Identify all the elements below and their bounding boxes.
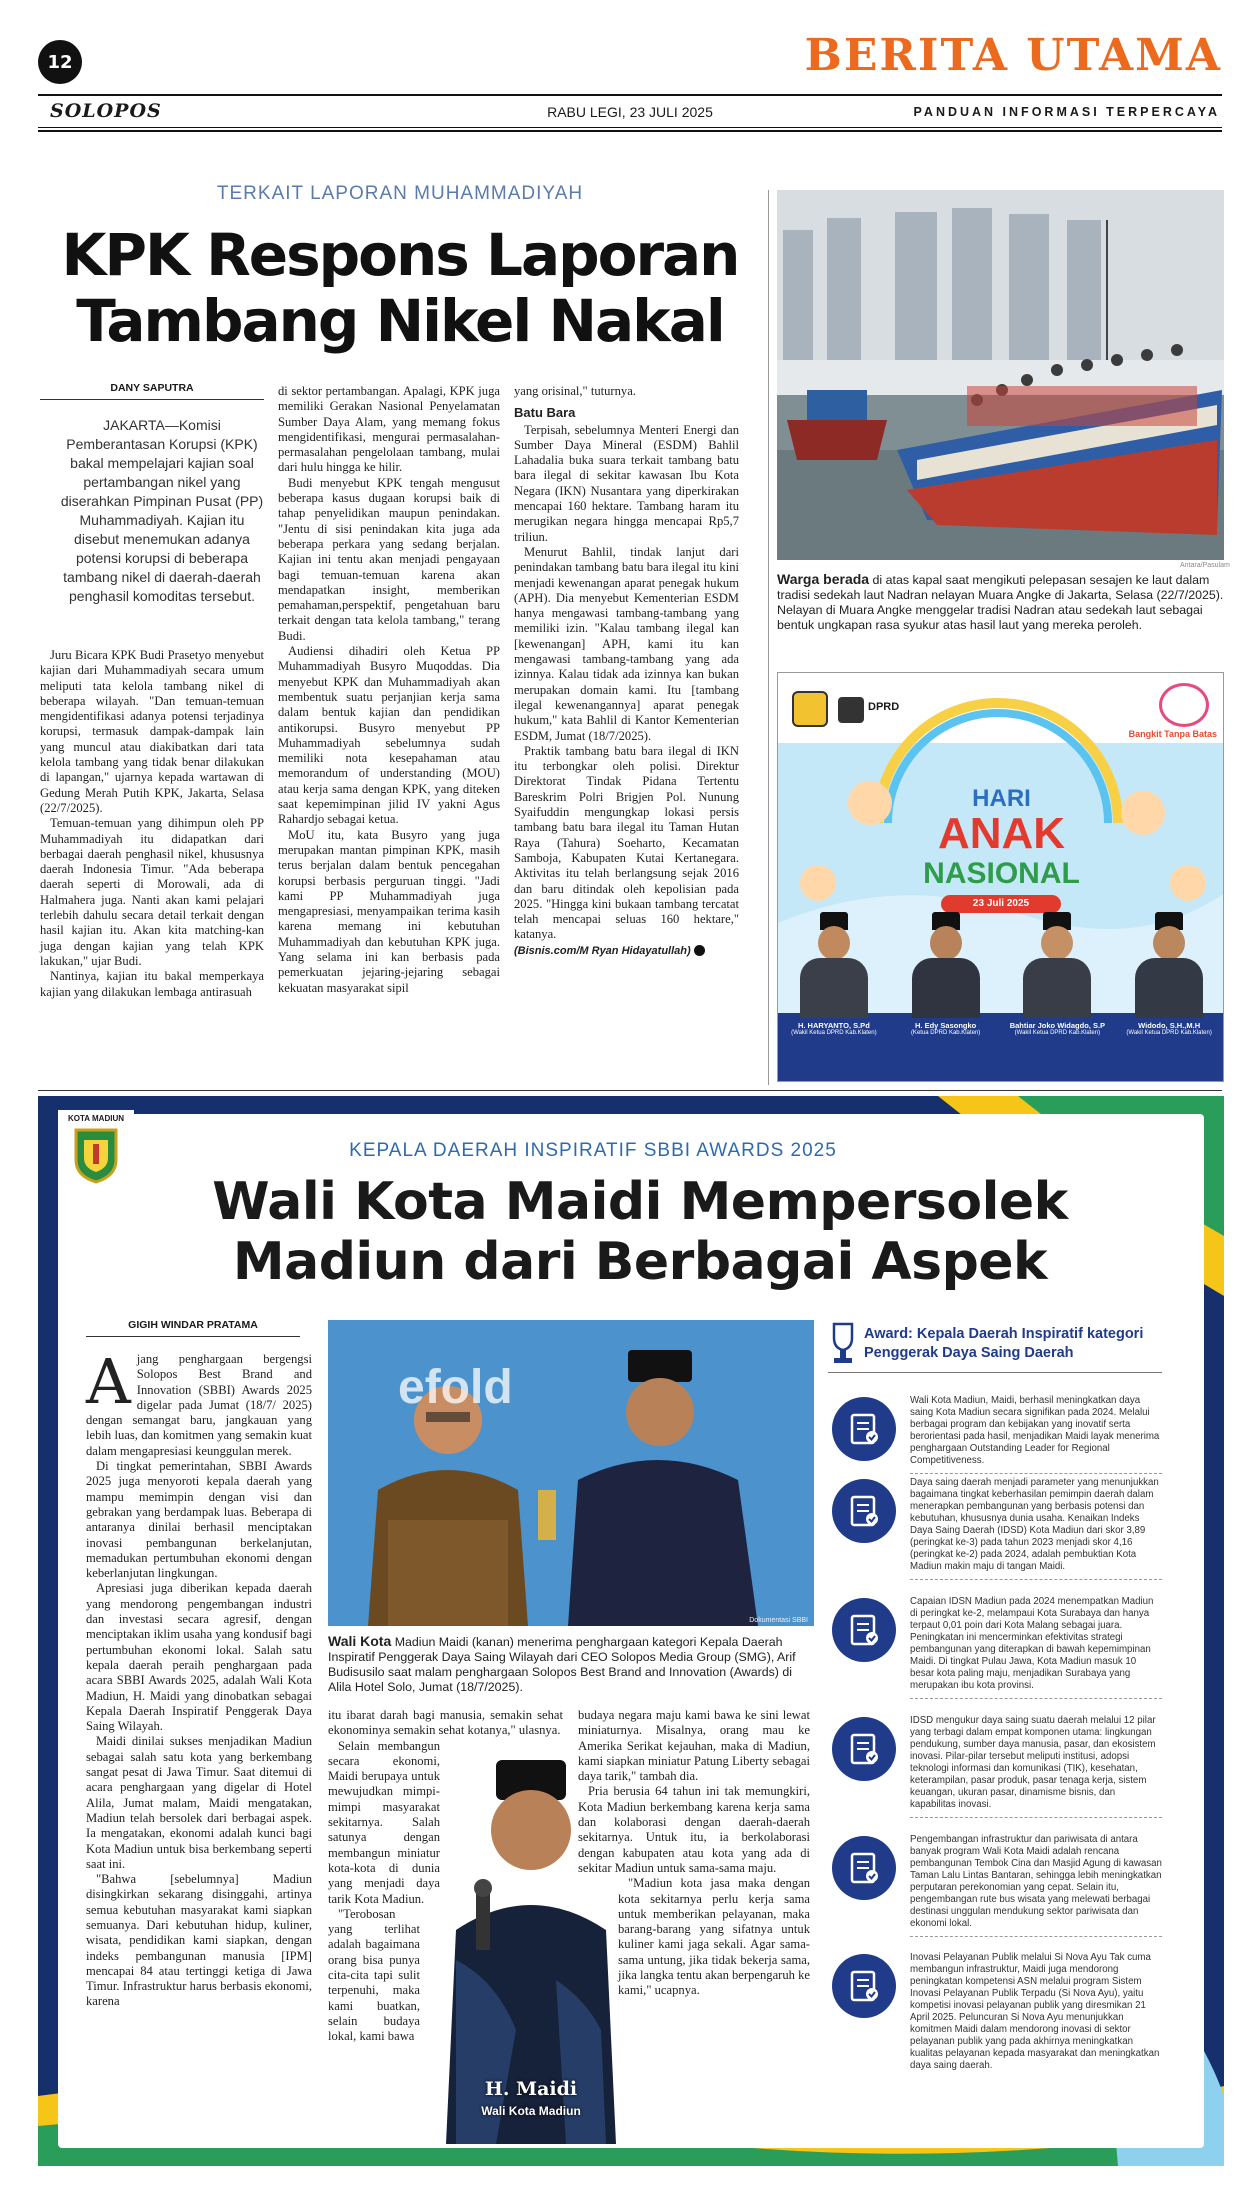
paragraph: MoU itu, kata Busyro yang juga merupakan mantan pimpinan KPK, masih terus berjalan dalam bentuk pencegahan korupsi berbasis perguruan tinggi. "Jadi kami PP Muhammadiyah juga mengapresiasi, menyampaikan terima kasih karena memang ini kebutuhan Muhammadiyah dan kebutuhan KPK juga. Yang selama ini kan berbasis pada pemerkuatan jejaring-jejaring sebagai kekuatan masyarakat sipil bbox=[278, 827, 500, 995]
article2-kicker: KEPALA DAERAH INSPIRATIF SBBI AWARDS 2025 bbox=[349, 1140, 837, 1161]
paragraph: Audiensi dihadiri oleh Ketua PP Muhammadiyah Busyro Muqoddas. Dia menyebut KPK dan Muhammadiyah akan membentuk suatu perjanjian kerja sama dalam bentuk kajian dan pendidikan antikorupsi. Busyro menyebut PP Muhammadiyah sebelumnya sudah memiliki nota kesepahaman atau memorandum of understanding (MOU) atau kerja sama dengan KPK, yang diteken saat kepemimpinan jilid IV yakni Agus Rahardjo sebagai ketua. bbox=[278, 644, 500, 827]
official-portrait bbox=[906, 908, 986, 1018]
byline-rule bbox=[86, 1336, 300, 1337]
article2-headline: Wali Kota Maidi Mempersolek Madiun dari Berbagai Aspek bbox=[212, 1172, 1068, 1292]
photo-caption bbox=[777, 572, 1224, 633]
award-title: Award: Kepala Daerah Inspiratif kategori Penggerak Daya Saing Daerah bbox=[864, 1326, 1144, 1361]
ad-hari-anak-nasional bbox=[777, 672, 1224, 1082]
logo-label: KOTA MADIUN bbox=[68, 1114, 124, 1123]
paragraph: jang penghargaan bergengsi Solopos Best Brand and Innovation (SBBI) Awards 2025 digelar pada Jumat (18/7/ 2025) dengan semangat baru, jangkauan yang lebih luas, dan komitmen yang semakin kuat dalam mengapresiasi keunggulan merek. bbox=[86, 1352, 312, 1458]
award-text: IDSD mengukur daya saing suatu daerah melalui 12 pilar yang terbagi dalam empat komponen utama: lingkungan pendukung, sumber daya manusia, pasar, dan ekosistem inovasi. Pilar-pilar tersebut meliputi institusi, adopsi teknologi informasi dan komunikasi (TIK), kesehatan, keterampilan, pasar produk, pasar tenaga kerja, sistem keuangan, ukuran pasar, dinamisme bisnis, dan kapabilitas inovasi. bbox=[910, 1715, 1162, 1818]
award-item bbox=[832, 1477, 1162, 1580]
paragraph: Terpisah, sebelumnya Menteri Energi dan Sumber Daya Mineral (ESDM) Bahlil Lahadalia buka suara terkait tambang batu bara ilegal di sekitar kawasan Ibu Kota Negara (IKN) Nusantara yang diperkirakan mencapai 160 hektare. Tambang haram itu merugikan negara hingga mencapai Rp5,7 triliun. bbox=[514, 422, 739, 544]
paragraph: Juru Bicara KPK Budi Prasetyo menyebut kajian dari Muhammadiyah secara umum meliputi tata kelola tambang nikel di beberapa wilayah. "Dan temuan-temuan mengidentifikasi adanya potensi terjadinya korupsi, termasuk dampak-dampak lain yang muncul atau diakibatkan dari tata kelola tambang yang tidak benar dilakukan di lapangan," ujarnya kepada wartawan di Gedung Merah Putih KPK, Jakarta, Selasa (22/7/2025). bbox=[40, 648, 264, 815]
paragraph: Praktik tambang batu bara ilegal di IKN itu terbongkar oleh polisi. Direktur Direktorat Tindak Pidana Tertentu Bareskrim Polri Brigjen Pol. Nunung Syaifuddin mengungkap lokasi persis tambang batu bara ilegal itu Taman Hutan Raya (Tahura) Soeharto, Kecamatan Samboja, Kabupaten Kutai Kertanegara. Aktivitas itu telah berlangsung sejak 2016 dan baru ditindak oleh kepolisian pada 2025. "Hingga kini bukaan tambang tercatat telah mencapai seluas 160 hektare," katanya. bbox=[514, 743, 739, 942]
photo-credit: Antara/Pasulam bbox=[1180, 562, 1230, 569]
paragraph: di sektor pertambangan. Apalagi, KPK juga memiliki Gerakan Nasional Penyelamatan Sumber Daya Alam, yang memang fokus mengidentifikasi, mengurai permasalahan-permasalahan pengelolaan tambang, mulai dari hulu hingga ke hilir. bbox=[278, 384, 500, 475]
dprd-logo-icon bbox=[838, 697, 864, 723]
source-credit: (Bisnis.com/M Ryan Hidayatullah) bbox=[514, 944, 691, 957]
paragraph: Apresiasi juga diberikan kepada daerah yang mendorong pengembangan industri dan investasi secara agresif, dengan menciptakan iklim usaha yang kondusif bagi pertumbuhan ekonomi lokal. Salah satu kepala daerah peraih penghargaan pada acara SBBI Awards 2025, adalah Wali Kota Madiun, H. Maidi yang dinobatkan sebagai Kepala Daerah Inspiratif Penggerak Daya Saing Wilayah. bbox=[86, 1581, 312, 1734]
header-rule-bottom bbox=[38, 127, 1222, 128]
officials-names bbox=[778, 1021, 1224, 1036]
award-rule bbox=[828, 1372, 1162, 1373]
han-title-line3: NASIONAL bbox=[923, 857, 1080, 890]
official-portrait bbox=[1017, 908, 1097, 1018]
paragraph: Pria berusia 64 tahun ini tak memungkiri, Kota Madiun berkembang karena kerja sama dan kolaborasi dengan daerah-daerah sekitarnya. Untuk itu, ia berkolaborasi dengan kabupaten atau kota yang ada di sekitar Madiun untuk sama-sama maju. bbox=[578, 1784, 810, 1875]
article1-headline: KPK Respons Laporan Tambang Nikel Nakal bbox=[61, 221, 739, 355]
paragraph: itu ibarat darah bagi manusia, semakin sehat ekonominya semakin sehat kotanya," ulasnya. bbox=[328, 1708, 563, 1738]
checklist-icon bbox=[832, 1717, 896, 1781]
award-item bbox=[832, 1715, 1162, 1818]
portrait-maidi bbox=[436, 1730, 626, 2144]
section-divider bbox=[38, 1090, 1222, 1091]
official-portrait bbox=[1129, 908, 1209, 1018]
article1-column-1 bbox=[40, 648, 264, 1000]
dprd-label: DPRD bbox=[868, 701, 900, 713]
caption-text: Madiun Maidi (kanan) menerima penghargaan kategori Kepala Daerah Inspiratif Penggerak Daya Saing Wilayah dari CEO Solopos Media Group (SMG), Arif Budisusilo saat malam penghargaan Solopos Best Brand and Innovation (Awards) di Alila Hotel Solo, Jumat (18/7/2025). bbox=[328, 1635, 796, 1694]
section-rubric: BERITA UTAMA bbox=[804, 30, 1222, 81]
article2-column-1 bbox=[86, 1345, 312, 2010]
han-title-line2: ANAK bbox=[937, 809, 1066, 858]
han-logo-icon bbox=[1159, 683, 1209, 727]
photo-caption bbox=[328, 1634, 814, 1695]
official-3: Bahtiar Joko Widagdo, S.P (Wakil Ketua DPRD Kab.Klaten) bbox=[1009, 1021, 1106, 1036]
checklist-icon bbox=[832, 1397, 896, 1461]
paragraph: yang orisinal," tuturnya. bbox=[514, 384, 636, 398]
end-mark-icon bbox=[694, 945, 705, 956]
paragraph: Maidi dinilai sukses menjadikan Madiun sebagai salah satu kota yang berkembang sangat pesat di Jawa Timur. Saat ditemui di acara penghargaan yang digelar di Hotel Alila, Jumat malam, Maidi mengatakan, Madiun telah bersolek dari berbagai aspek. Ia mengatakan, ekonomi adalah kunci bagi Kota Madiun untuk bisa berkembang seperti saat ini. bbox=[86, 1734, 312, 1871]
column-divider bbox=[768, 190, 769, 1085]
portrait-role: Wali Kota Madiun bbox=[481, 2104, 581, 2118]
checklist-icon bbox=[832, 1598, 896, 1662]
checklist-icon bbox=[832, 1479, 896, 1543]
award-text: Inovasi Pelayanan Publik melalui Si Nova Ayu Tak cuma membangun infrastruktur, Maidi juga mendorong peningkatan kompetensi ASN melalui program Sistem Inovasi Pelayanan Publik Terpadu (Si Nova Ayu), yaitu kompetisi inovasi pelayanan publik yang diresmikan 21 April 2025. Peluncuran Si Nova Ayu menunjukkan komitmen Maidi dalam mendorong inovasi di sektor pelayanan publik yang pada akhirnya meningkatkan kualitas pelayanan kepada masyarakat dan meningkatkan daya saing daerah. bbox=[910, 1952, 1160, 2071]
paragraph: Budi menyebut KPK tengah mengusut beberapa kasus dugaan korupsi baik di tahap penyelidikan maupun penindakan. "Jentu di sisi penindakan kita juga ada beberapa perkara yang sedang berjalan. Kajian ini tentu akan menjadi pengayaan bagi temuan-temuan karena akan mendapatkan insight, memberikan pemahaman,perspektif, pengetahuan baru terkait dengan tata kelola tambang," terang Budi. bbox=[278, 475, 500, 643]
award-text: Daya saing daerah menjadi parameter yang menunjukkan bagaimana tingkat keberhasilan pemimpin daerah dalam menerapkan pembangunan yang berbasis potensi dan kebutuhan, khususnya dunia usaha. Kenaikan Indeks Daya Saing Daerah (IDSD) Kota Madiun dari skor 3,89 (peringkat ke-3) pada tahun 2023 menjadi skor 4,16 (peringkat ke-2) pada 2024, adalah pembuktian Kota Madiun makin maju di tangan Maidi. bbox=[910, 1477, 1162, 1580]
checklist-icon bbox=[832, 1836, 896, 1900]
paragraph: Selain membangun secara ekonomi, Maidi berupaya untuk mewujudkan mimpi-mimpi masyarakat sekitarnya. Salah satunya dengan membangun miniatur kota-kota di dunia yang menjadi daya tarik Kota Madiun. bbox=[328, 1738, 440, 1906]
han-theme: Bangkit Tanpa Batas bbox=[1128, 729, 1217, 739]
official-2: H. Edy Sasongko (Ketua DPRD Kab.Klaten) bbox=[910, 1021, 981, 1036]
portrait-name: H. Maidi bbox=[484, 2078, 578, 2100]
han-title-line1: HARI bbox=[972, 785, 1031, 812]
award-text: Wali Kota Madiun, Maidi, berhasil meningkatkan daya saing Kota Madiun secara signifikan pada 2024. Melalui berbagai program dan kebijakan yang inovatif serta berorientasi pada hasil, menjadikan Maidi layak menerima penghargaan Outstanding Leader for Regional Competitiveness. bbox=[910, 1395, 1162, 1474]
paragraph: budaya negara maju kami bawa ke sini lewat miniaturnya. Misalnya, orang mau ke Amerika Serikat kejauhan, maka di Madiun, kami siapkan miniatur Patung Liberty sebagai daya tarik," tambah dia. bbox=[578, 1708, 810, 1784]
trophy-icon bbox=[830, 1322, 856, 1366]
official-1: H. HARYANTO, S.Pd (Wakil Ketua DPRD Kab.Klaten) bbox=[791, 1021, 877, 1036]
paragraph: Menurut Bahlil, tindak lanjut dari penindakan tambang batu bara ilegal itu kini menjadi kewenangan aparat penegak hukum (APH). Dia menyebut Kementerian ESDM hanya mengawasi tambang-tambang yang memiliki izin. "Kalau tambang ilegal kan [kewenangan] APH, kami itu kan mengawasi tambang-tambang yang ada izinnya. Kalau tidak ada izinnya kan bukan merupakan domain kami. Itu [tambang ilegal kewenangannya] aparat penegak hukum," kata Bahlil di Kantor Kementerian ESDM, Jumat (18/7/2025). bbox=[514, 544, 739, 743]
article1-byline: DANY SAPUTRA bbox=[110, 382, 194, 394]
photo-credit: Dokumentasi SBBI bbox=[749, 1617, 808, 1624]
page-number: 12 bbox=[38, 40, 82, 84]
award-text: Pengembangan infrastruktur dan pariwisata di antara banyak program Wali Kota Maidi adalah rencana pembangunan Tembok Cina dan Masjid Agung di kawasan Taman Lalu Lintas Bantaran, sehingga lebih meningkatkan perputaran perekonomian yang cepat. Selain itu, pengembangan rute bus wisata yang melewati berbagai destinasi unggulan mendukung sektor pariwisata dan ekonomi lokal. bbox=[910, 1834, 1162, 1937]
paragraph: "Madiun kota jasa maka dengan kota sekitarnya perlu kerja sama untuk memberikan pelayanan, maka barang-barang yang sifatnya untuk kuliner kami jaga sekali. Agar sama-sama untung, jika tidak bekerja sama, jika langka tentu akan berpengaruh ke kami," ucapnya. bbox=[618, 1876, 810, 1998]
header-rule-bottom-2 bbox=[38, 130, 1222, 132]
caption-lead: Wali Kota bbox=[328, 1633, 392, 1649]
backdrop-text: efold bbox=[398, 1361, 513, 1414]
checklist-icon bbox=[832, 1954, 896, 2018]
paragraph: "Bahwa [sebelumnya] Madiun disingkirkan sekarang disinggahi, artinya semua kebutuhan masyarakat kami siapkan semuanya. Dari kebutuhan hidup, kuliner, wisata, pendidikan kami siapkan, dengan indeks pembangunan manusia [IPM] mencapai 84 atau tertinggi ketiga di Jawa Timur. Infrastruktur harus berbasis ekonomi, karena bbox=[86, 1872, 312, 2009]
paragraph: Nantinya, kajian itu bakal memperkaya kajian yang dilakukan lembaga antirasuah bbox=[40, 969, 264, 999]
official-portrait bbox=[794, 908, 874, 1018]
issue-date: RABU LEGI, 23 JULI 2025 bbox=[547, 104, 713, 120]
article1-column-3 bbox=[514, 384, 739, 959]
header-rule-top bbox=[38, 94, 1222, 96]
award-item bbox=[832, 1596, 1162, 1699]
brand-logo: SOLOPOS bbox=[50, 100, 162, 122]
caption-text: di atas kapal saat mengikuti pelepasan sesajen ke laut dalam tradisi sedekah laut Nadran nelayan Muara Angke di Jakarta, Selasa (22/7/2025). Nelayan di Muara Angke menggelar tradisi Nadran atau sedekah laut sebagai bentuk ungkapan rasa syukur atas hasil laut yang mereka peroleh. bbox=[777, 573, 1224, 632]
article1-kicker: TERKAIT LAPORAN MUHAMMADIYAH bbox=[216, 183, 584, 204]
official-4: Widodo, S.H.,M.H (Wakil Ketua DPRD Kab.Klaten) bbox=[1126, 1021, 1212, 1036]
tagline: PANDUAN INFORMASI TERPERCAYA bbox=[913, 105, 1220, 119]
officials-row bbox=[778, 908, 1224, 1018]
award-item bbox=[832, 1395, 1162, 1474]
byline-rule bbox=[40, 399, 264, 400]
article1-column-2 bbox=[278, 384, 500, 996]
drop-cap: A bbox=[86, 1345, 131, 1418]
paragraph: Temuan-temuan yang dihimpun oleh PP Muhammadiyah itu didapatkan dari berbagai daerah penghasil nikel, khususnya daerah Indonesia Timur. "Ada beberapa daerah seperti di Morowali, ada di Halmahera juga. Nanti akan kami pelajari terlebih dahulu secara detail terkait dengan hasil kajian itu. Akan kita matching-kan juga dengan kajian yang telah KPK lakukan," ujar Budi. bbox=[40, 816, 264, 968]
photo-boat-festival bbox=[777, 190, 1224, 560]
klaten-emblem-icon bbox=[792, 691, 828, 727]
article2-byline: GIGIH WINDAR PRATAMA bbox=[128, 1319, 258, 1331]
subhead: Batu Bara bbox=[514, 405, 576, 421]
article1-lead: JAKARTA—Komisi Pemberantasan Korupsi (KPK) bakal mempelajari kajian soal pertambangan nikel yang diserahkan Pimpinan Pusat (PP) Muhammadiyah. Kajian itu disebut menemukan adanya potensi korupsi di beberapa tambang nikel di daerah-daerah penghasil komoditas tersebut. bbox=[60, 417, 264, 604]
award-item bbox=[832, 1834, 1162, 1937]
award-item bbox=[832, 1952, 1162, 2078]
paragraph: "Terobosan yang terlihat adalah bagaimana orang bisa punya cita-cita tapi sulit terpenuhi, maka kami buatkan, selain budaya lokal, kami bawa bbox=[328, 1906, 420, 2044]
caption-lead: Warga berada bbox=[777, 571, 870, 587]
paragraph: Di tingkat pemerintahan, SBBI Awards 2025 juga menyoroti kepala daerah yang mampu memimpin dengan visi dan gebrakan yang berdampak luas. Beberapa di antaranya dinilai berhasil menciptakan inovasi pembangunan berkelanjutan, memadukan pertumbuhan ekonomi dengan keberlanjutan lingkungan. bbox=[86, 1459, 312, 1581]
han-date-badge: 23 Juli 2025 bbox=[941, 895, 1061, 913]
photo-award-ceremony bbox=[328, 1320, 814, 1626]
award-text: Capaian IDSN Madiun pada 2024 menempatkan Madiun di peringkat ke-2, melampaui Kota Surabaya dan hanya terpaut 0,01 poin dari Kota Malang sebagai juara. Peningkatan ini mencerminkan efektivitas strategi pembangunan yang diterapkan di bawah kepemimpinan Maidi. Di tingkat Pulau Jawa, Kota Madiun masuk 10 besar kota paling maju, menjadikan Surabaya yang merupakan ibu kota provinsi. bbox=[910, 1596, 1162, 1699]
